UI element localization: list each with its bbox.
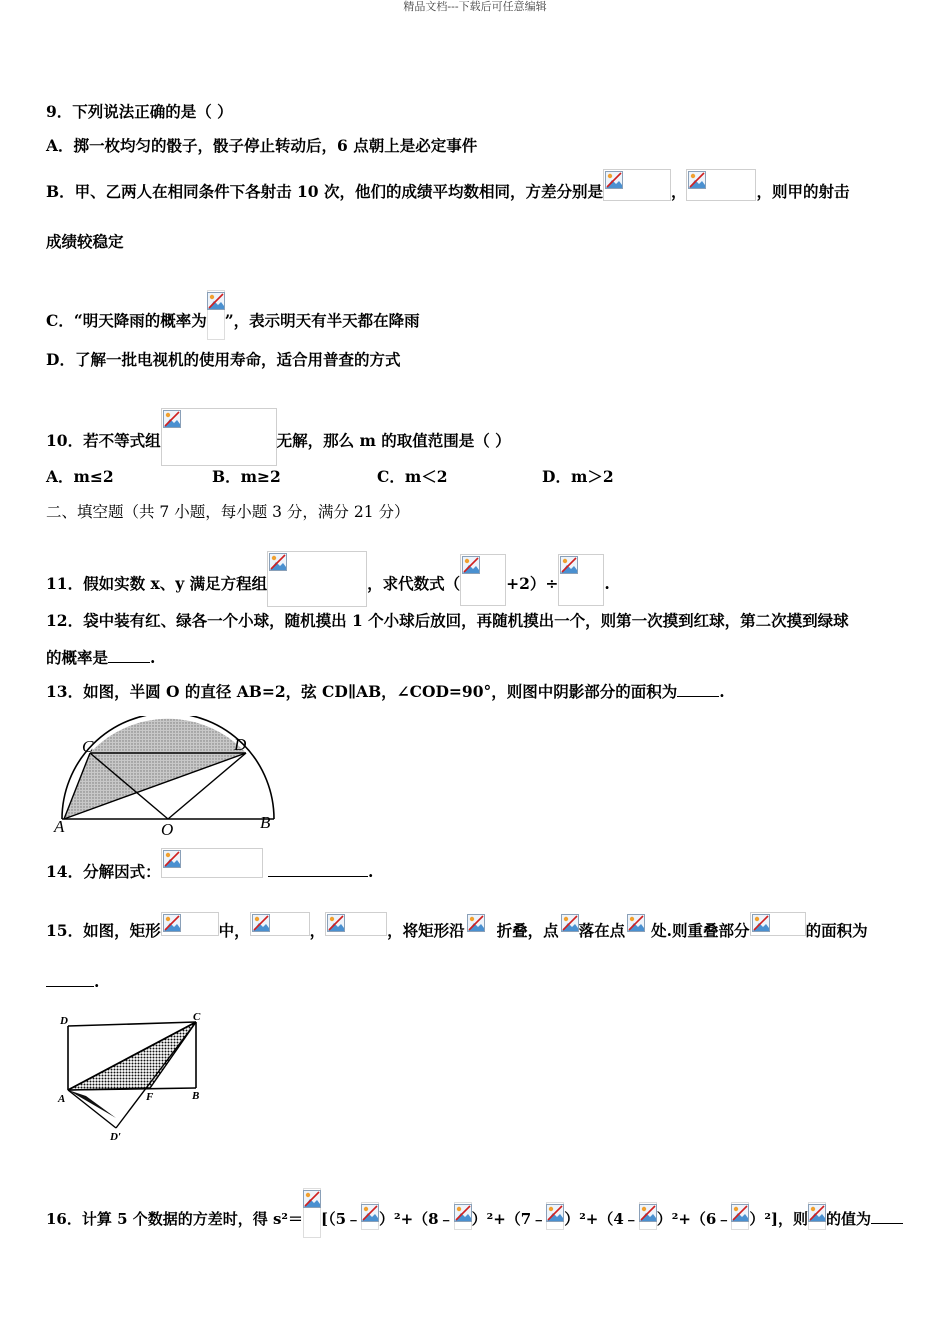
broken-image-icon	[561, 914, 579, 932]
q16: 16．计算 5 个数据的方差时，得 s²＝ [（5﹣ ）²+（8﹣ ）²+（7﹣ ）²+（4﹣ ）²+（6﹣ ）²]，则 的值为	[46, 1188, 903, 1238]
image-placeholder	[559, 912, 579, 936]
q12-line2: 的概率是 .	[46, 648, 156, 667]
q10-option-d: D．m＞2	[542, 467, 614, 486]
broken-image-icon	[207, 292, 225, 310]
answer-blank	[46, 986, 94, 987]
answer-blank	[108, 662, 150, 663]
semicircle-figure	[44, 716, 276, 840]
image-placeholder	[454, 1202, 472, 1230]
label-b: B	[260, 813, 271, 832]
broken-image-icon	[361, 1204, 379, 1222]
broken-image-icon	[163, 410, 181, 428]
image-placeholder	[750, 912, 806, 936]
broken-image-icon	[163, 914, 181, 932]
broken-image-icon	[639, 1204, 657, 1222]
label-f: F	[146, 1091, 154, 1103]
q9-stem: 9．下列说法正确的是（ ）	[46, 102, 233, 121]
broken-image-icon	[546, 1204, 564, 1222]
broken-image-icon	[688, 171, 706, 189]
q10-option-b: B．m≥2	[212, 467, 281, 486]
answer-blank	[268, 876, 368, 877]
label-d: D	[234, 735, 247, 754]
q9-option-b: B．甲、乙两人在相同条件下各射击 10 次，他们的成绩平均数相同，方差分别是 ， ，则甲的射击	[46, 182, 850, 202]
image-placeholder	[250, 912, 310, 936]
section-title: 二、填空题（共 7 小题，每小题 3 分，满分 21 分）	[46, 503, 410, 521]
q14: 14．分解因式： .	[46, 862, 373, 882]
image-placeholder	[303, 1188, 321, 1238]
image-placeholder	[686, 169, 756, 201]
q10-option-a: A．m≤2	[46, 467, 114, 486]
answer-blank	[871, 1223, 903, 1224]
broken-image-icon	[327, 914, 345, 932]
label-d: D	[60, 1015, 68, 1027]
image-placeholder	[460, 554, 506, 606]
q11: 11．假如实数 x、y 满足方程组 ，求代数式（ +2）÷ .	[46, 551, 610, 607]
image-placeholder	[361, 1202, 379, 1230]
broken-image-icon	[731, 1204, 749, 1222]
q10-option-c: C．m＜2	[377, 467, 448, 486]
image-placeholder	[161, 848, 263, 878]
label-b: B	[192, 1090, 200, 1102]
broken-image-icon	[163, 850, 181, 868]
broken-image-icon	[605, 171, 623, 189]
q9-option-b-cont: 成绩较稳定	[46, 232, 124, 251]
image-placeholder	[639, 1202, 657, 1230]
image-placeholder	[546, 1202, 564, 1230]
broken-image-icon	[467, 914, 485, 932]
broken-image-icon	[303, 1190, 321, 1208]
image-placeholder	[731, 1202, 749, 1230]
image-placeholder	[558, 554, 604, 606]
q15: 15．如图，矩形 中， ， ，将矩形沿 折叠，点 落在点 处.则重叠部分 的面积为	[46, 921, 868, 941]
image-placeholder	[325, 912, 387, 936]
q9-option-a: A．掷一枚均匀的骰子，骰子停止转动后，6 点朝上是必定事件	[46, 136, 478, 155]
label-c: C	[193, 1011, 201, 1023]
label-a: A	[54, 817, 65, 836]
page-header: 精品文档---下载后可任意编辑	[403, 0, 547, 13]
broken-image-icon	[269, 553, 287, 571]
image-placeholder	[808, 1202, 826, 1230]
label-d-prime: D′	[110, 1131, 122, 1143]
broken-image-icon	[462, 556, 480, 574]
q15-answer: .	[46, 972, 99, 992]
broken-image-icon	[560, 556, 578, 574]
label-a: A	[58, 1093, 66, 1105]
broken-image-icon	[752, 914, 770, 932]
q13: 13．如图，半圆 O 的直径 AB=2，弦 CD∥AB，∠COD=90°，则图中阴影部分的面积为 .	[46, 682, 725, 701]
q10-stem: 10．若不等式组 无解，那么 m 的取值范围是（ ）	[46, 408, 511, 466]
q12-line1: 12．袋中装有红、绿各一个小球，随机摸出 1 个小球后放回，再随机摸出一个，则第一次摸到红球，第二次摸到绿球	[46, 611, 849, 630]
label-o: O	[161, 820, 174, 839]
q9-option-c: C．“明天降雨的概率为 ”，表示明天有半天都在降雨	[46, 290, 420, 340]
answer-blank	[677, 696, 719, 697]
image-placeholder	[603, 169, 671, 201]
broken-image-icon	[252, 914, 270, 932]
broken-image-icon	[627, 914, 645, 932]
q9-option-d: D．了解一批电视机的使用寿命，适合用普查的方式	[46, 350, 401, 369]
label-c: C	[82, 737, 94, 756]
image-placeholder	[207, 290, 225, 340]
broken-image-icon	[454, 1204, 472, 1222]
image-placeholder	[267, 551, 367, 607]
broken-image-icon	[808, 1204, 826, 1222]
image-placeholder	[161, 912, 219, 936]
image-placeholder	[625, 912, 651, 936]
image-placeholder	[465, 912, 497, 936]
image-placeholder	[161, 408, 277, 466]
rectangle-fold-figure	[56, 1008, 216, 1144]
